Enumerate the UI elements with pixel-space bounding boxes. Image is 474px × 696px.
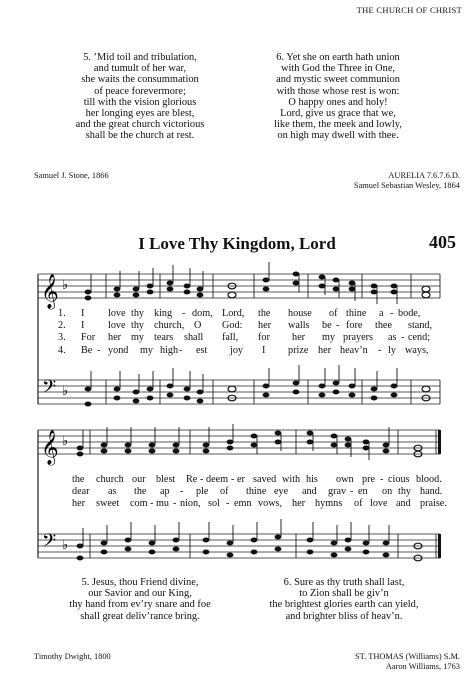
syllable: for [258,332,270,344]
syllable: the [134,486,147,498]
syllable: prayers [343,332,373,344]
syllable: church [96,474,124,485]
verse-line: O happy ones and holy! [288,96,388,108]
top-author-credit: Samuel J. Stone, 1866 [34,171,109,180]
syllable: love [108,320,126,332]
flat-key-signature-icon: ♭ [62,278,69,293]
syllable: be [322,320,332,332]
syllable: - [380,474,384,485]
system1-lyrics [0,308,474,357]
lyric-line-2 [0,486,474,498]
syllable: her [108,332,122,344]
verse-line: 5. Jesus, thou Friend divine, [81,577,199,588]
syllable: Re [186,474,198,485]
syllable: - [200,474,204,485]
syllable: grav [328,486,347,498]
verse-line: with those whose rest is won: [276,85,400,97]
syllable: cious [388,474,410,485]
syllable: shall [184,332,204,344]
syllable: joy [230,344,244,356]
verse-line: Lord, give us grace that we, [280,108,396,120]
treble-clef-icon: 𝄞 [41,274,59,309]
verse-line: our Savior and our King, [88,588,192,600]
verse-line: 6. Yet she on earth hath union [276,52,400,63]
syllable: en [358,486,368,498]
syllable: deem [206,474,229,485]
syllable: - [390,308,394,319]
syllable: the [258,308,271,319]
syllable: er [237,474,245,485]
syllable: church, [154,320,185,332]
lyric-line-2 [0,320,474,332]
system1-treble-staff [38,274,440,298]
syllable: thee [375,320,392,332]
syllable: 3. [58,332,66,344]
lyric-line-3 [0,332,474,344]
syllable: pre [362,474,376,485]
syllable: - [150,498,154,510]
syllable: her [72,498,86,510]
syllable: blest [156,474,176,485]
syllable: of [329,308,338,319]
lyric-line-4 [0,345,474,357]
top-verse-5 [40,52,240,142]
syllable: God: [222,320,243,332]
system2-treble-staff [38,430,440,454]
syllable: bode, [398,308,421,319]
syllable: ap [160,486,170,498]
syllable: with [282,474,301,485]
syllable: I [81,308,85,319]
syllable: - [97,344,101,356]
syllable: - [336,320,340,332]
syllable: sol [208,498,220,510]
syllable: her [258,320,272,332]
syllable: high [160,344,179,356]
syllable: walls [288,320,310,332]
syllable: dear [72,486,90,498]
final-barline-treble [438,430,441,454]
syllable: king [154,308,173,319]
syllable: - [401,332,405,344]
syllable: saved [253,474,277,485]
syllable: her [318,344,332,356]
hymn-title: I Love Thy Kingdom, Lord [138,234,336,253]
syllable: love [108,308,126,319]
syllable: - [378,344,382,356]
syllable: fall, [222,332,239,344]
verse-line: 5. ’Mid toil and tribulation, [83,52,197,63]
syllable: mu [156,498,170,510]
bass-clef-icon: 𝄢 [42,377,57,402]
bass-notes [85,381,430,407]
syllable: cend; [408,332,431,344]
syllable: hymns [315,498,343,510]
syllable: of [354,498,363,510]
syllable: Be [81,344,93,356]
syllable: sweet [96,498,120,510]
treble-clef-icon: 𝄞 [41,430,59,465]
syllable: and [302,486,317,498]
syllable: thy [131,320,145,332]
verse-line: her longing eyes are blest, [85,108,195,120]
bass-notes [77,535,422,561]
treble-notes [77,431,422,457]
syllable: - [350,486,354,498]
verse-line: shall be the church at rest. [85,130,195,142]
syllable: thy [398,486,412,498]
syllable: 1. [58,308,66,319]
syllable: O [194,320,202,332]
syllable: 4. [58,344,66,356]
verse-line: and brighter bliss of heav’n. [285,610,403,622]
hymn-number: 405 [429,232,456,252]
syllable: I [81,320,85,332]
syllable: - [179,344,183,356]
syllable: 2. [58,320,66,332]
bottom-verse-6 [244,577,444,622]
verse-line: to Zion shall be giv’n [299,588,389,600]
syllable: as [388,332,397,344]
verse-line: she waits the consummation [81,74,199,86]
bottom-verse-5 [40,577,240,622]
lyric-line-3 [0,498,474,510]
syllable: Lord, [222,308,245,319]
running-header: THE CHURCH OF CHRIST [356,5,462,15]
syllable: prize [288,344,309,356]
syllable: I [262,344,266,356]
syllable: a [379,308,384,319]
bass-clef-icon: 𝄢 [42,531,57,556]
syllable: - [231,474,235,485]
syllable: - [173,498,177,510]
syllable: thine [246,486,267,498]
flat-key-signature-icon: ♭ [62,538,69,553]
hymn-tune-credit: ST. THOMAS (Williams) S.M. [355,652,460,661]
verse-line: till with the vision glorious [83,96,197,108]
syllable: ly [388,344,396,356]
system2-lyrics [0,474,474,511]
hymn-composer-credit: Aaron Williams, 1763 [385,662,460,671]
syllable: of [220,486,229,498]
verse-line: and mystic sweet communion [276,74,400,86]
syllable: my [140,344,154,356]
syllable: For [81,332,96,344]
syllable: thine [346,308,367,319]
syllable: her [292,332,306,344]
syllable: dom, [192,308,213,319]
syllable: love [370,498,388,510]
syllable: ways, [405,344,429,356]
final-barline-bass [438,534,441,558]
syllable: the [72,474,85,485]
syllable: thy [131,308,145,319]
top-verse-6 [238,52,438,142]
verse-line: with God the Three in One, [280,63,396,75]
syllable: blood. [416,474,442,485]
syllable: heav’n [340,344,368,356]
syllable: on [382,486,393,498]
top-tune-credit: AURELIA 7.6.7.6.D. [388,171,460,180]
syllable: praise. [420,498,447,510]
verse-line: of peace forevermore; [94,85,186,97]
top-composer-credit: Samuel Sebastian Wesley, 1864 [353,181,460,190]
verse-line: like them, the meek and lowly, [274,119,402,131]
syllable: my [131,332,145,344]
syllable: - [226,498,230,510]
syllable: tears [154,332,174,344]
syllable: fore [346,320,363,332]
verse-line: and tumult of her war, [93,63,187,75]
syllable: - [182,308,186,319]
hymn-author-credit: Timothy Dwight, 1800 [34,652,111,661]
system2-bass-staff [38,534,440,558]
syllable: vows, [258,498,283,510]
syllable: my [322,332,336,344]
lyric-line-1 [0,474,474,486]
syllable: ple [196,486,209,498]
syllable: own [336,474,354,485]
flat-key-signature-icon: ♭ [62,434,69,449]
verse-line: shall great deliv’rance bring. [80,610,200,622]
syllable: his [306,474,318,485]
syllable: as [108,486,117,498]
system1-bass-staff [38,380,440,404]
syllable: nion, [180,498,201,510]
verse-line: and the great church victorious [75,119,205,131]
lyric-line-1 [0,308,474,320]
syllable: yond [108,344,129,356]
syllable: her [292,498,306,510]
syllable: stand, [408,320,433,332]
verse-line: 6. Sure as thy truth shall last, [283,577,405,588]
syllable: eye [274,486,289,498]
flat-key-signature-icon: ♭ [62,384,69,399]
syllable: est [196,344,208,356]
syllable: - [180,486,184,498]
verse-line: the brightest glories earth can yield, [269,599,419,611]
syllable: com [130,498,148,510]
syllable: house [288,308,312,319]
syllable: hand. [420,486,443,498]
verse-line: thy hand from ev’ry snare and foe [69,599,211,611]
syllable: our [132,474,146,485]
syllable: and [396,498,411,510]
verse-line: on high may dwell with thee. [277,130,399,142]
syllable: emn [234,498,252,510]
